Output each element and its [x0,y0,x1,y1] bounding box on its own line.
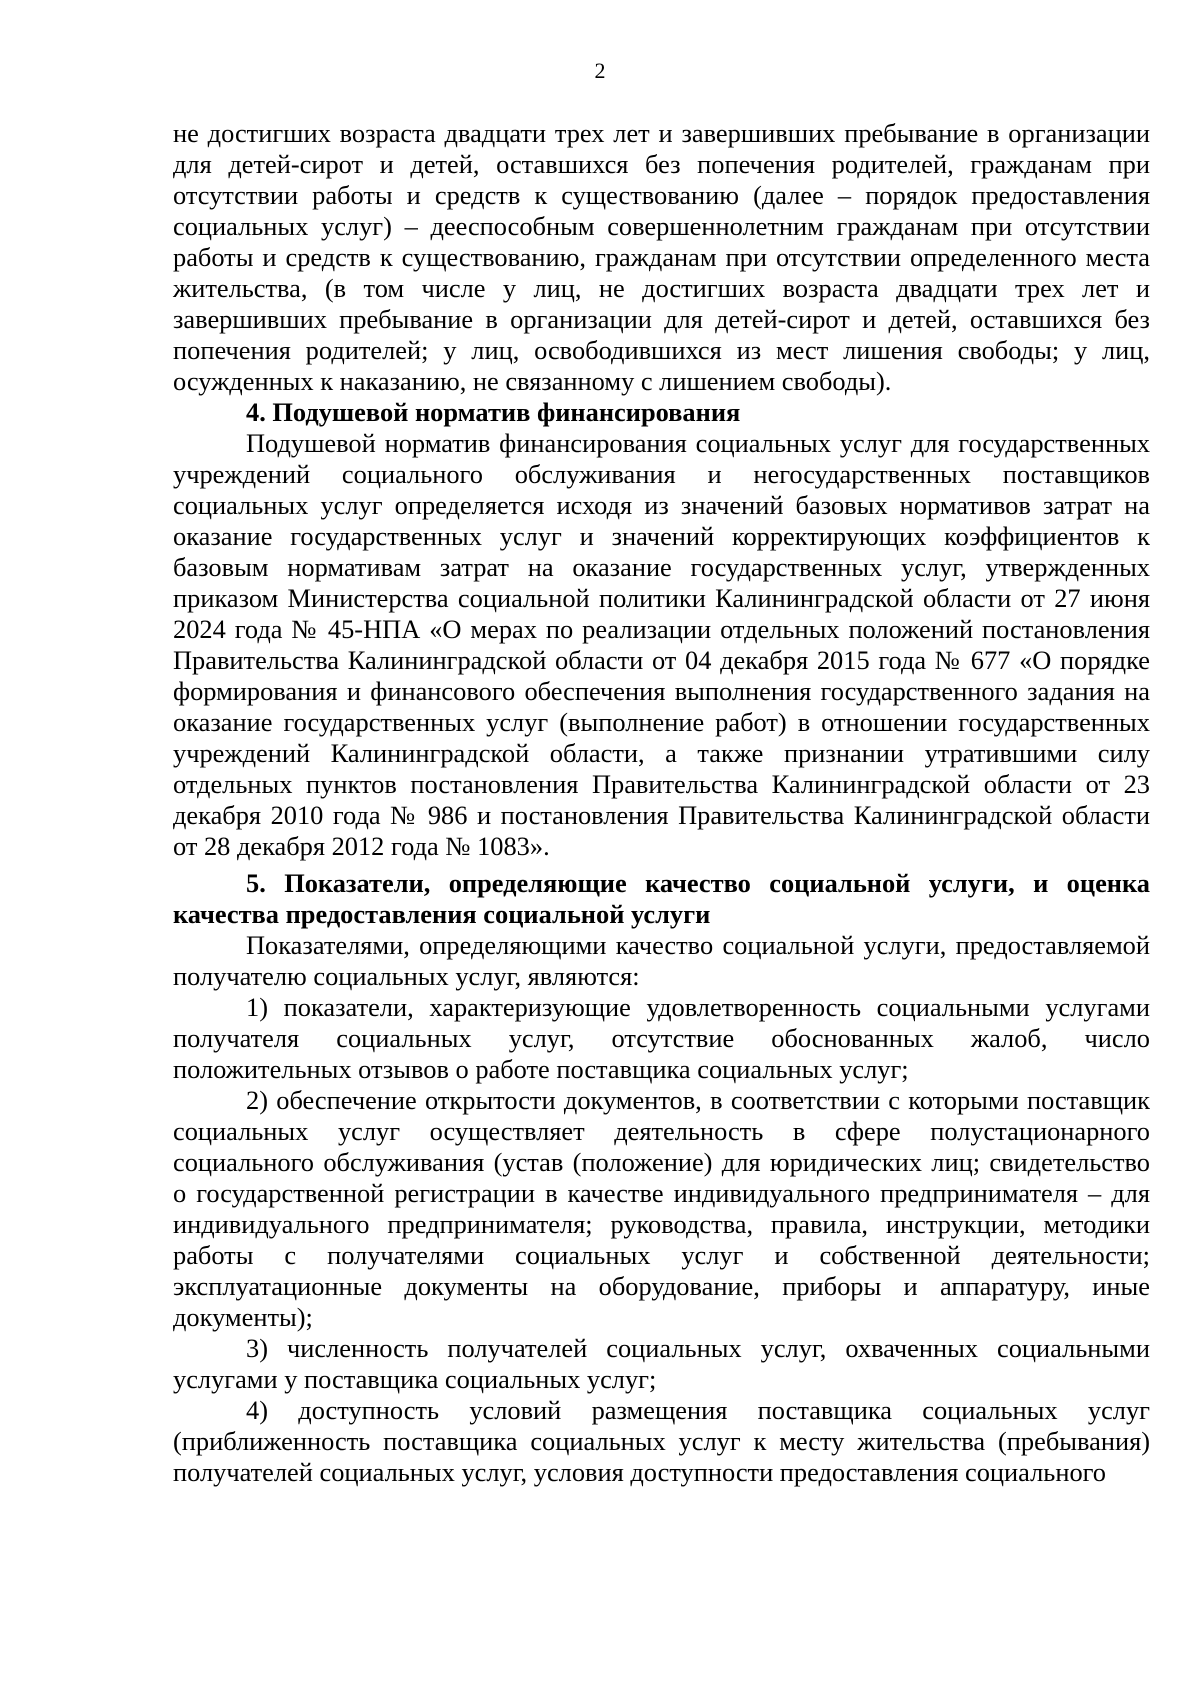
section-4-heading: 4. Подушевой норматив финансирования [246,397,741,427]
list-item-3: 3) численность получателей социальных услуг, охваченных социальными услугами у поставщика социальных услуг; [173,1333,1150,1394]
list-item-1: 1) показатели, характеризующие удовлетворенность социальными услугами получателя социальных услуг, отсутствие обоснованных жалоб, число положительных отзывов о работе поставщика социальных услуг; [173,992,1150,1084]
section-5-heading: 5. Показатели, определяющие качество социальной услуги, и оценка качества предоставления социальной услуги [173,868,1150,929]
section-4-paragraph: Подушевой норматив финансирования социальных услуг для государственных учреждений социального обслуживания и негосударственных поставщиков социальных услуг определяется исходя из значений базовых нормативов затрат на оказание государственных услуг и значений корректирующих коэффициентов к базовым нормативам затрат на оказание государственных услуг, утвержденных приказом Министерства социальной политики Калининградской области от 27 июня 2024 года № 45-НПА «О мерах по реализации отдельных положений постановления Правительства Калининградской области от 04 декабря 2015 года № 677 «О порядке формирования и финансового обеспечения выполнения государственного задания на оказание государственных услуг (выполнение работ) в отношении государственных учреждений Калининградской области, а также признании утратившими силу отдельных пунктов постановления Правительства Калининградской области от 23 декабря 2010 года № 986 и постановления Правительства Калининградской области от 28 декабря 2012 года № 1083». [173,428,1150,861]
document-body [173,118,1150,1488]
list-item-2: 2) обеспечение открытости документов, в соответствии с которыми поставщик социальных услуг осуществляет деятельность в сфере полустационарного социального обслуживания (устав (положение) для юридических лиц; свидетельство о государственной регистрации в качестве индивидуального предпринимателя – для индивидуального предпринимателя; руководства, правила, инструкции, методики работы с получателями социальных услуг и собственной деятельности; эксплуатационные документы на оборудование, приборы и аппаратуру, иные документы); [173,1085,1150,1332]
section-5-intro-paragraph: Показателями, определяющими качество социальной услуги, предоставляемой получателю социальных услуг, являются: [173,930,1150,991]
page-number: 2 [594,58,606,83]
intro-paragraph: не достигших возраста двадцати трех лет и завершивших пребывание в организации для детей-сирот и детей, оставшихся без попечения родителей, гражданам при отсутствии работы и средств к существованию (далее – порядок предоставления социальных услуг) – дееспособным совершеннолетним гражданам при отсутствии работы и средств к существованию, гражданам при отсутствии определенного места жительства, (в том числе у лиц, не достигших возраста двадцати трех лет и завершивших пребывание в организации для детей-сирот и детей, оставшихся без попечения родителей; у лиц, освободившихся из мест лишения свободы; у лиц, осужденных к наказанию, не связанному с лишением свободы). [173,118,1150,396]
list-item-4: 4) доступность условий размещения поставщика социальных услуг (приближенность поставщика социальных услуг к месту жительства (пребывания) получателей социальных услуг, условия доступности предоставления социального [173,1395,1150,1487]
